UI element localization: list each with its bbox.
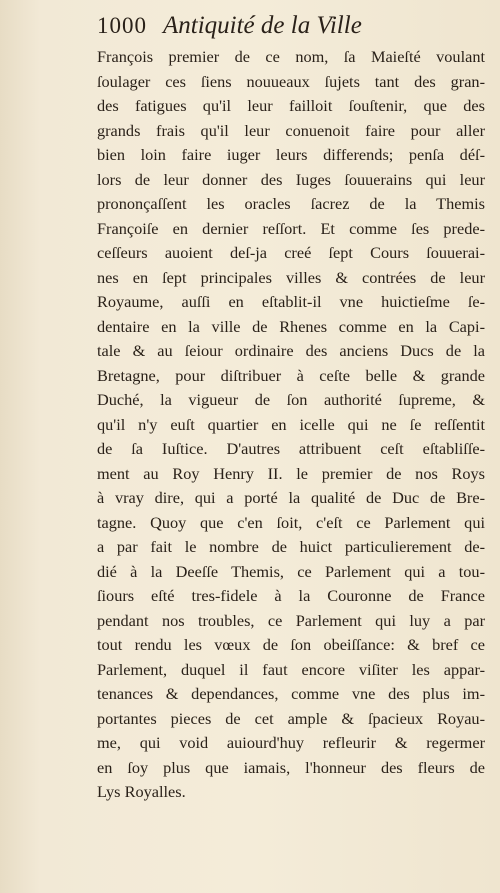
- text-line: ſoulager ces ſiens nouueaux ſujets tant des gran-: [97, 71, 485, 91]
- page-number: 1000: [97, 13, 147, 38]
- text-line: tale & au ſeiour ordinaire des anciens Ducs de la: [97, 341, 485, 360]
- text-line: de ſa Iuſtice. D'autres attribuent ceſt eſtabliſſe-: [97, 439, 485, 458]
- text-line: pendant nos troubles, ce Parlement qui luy a par: [97, 610, 485, 630]
- text-line: ment au Roy Henry II. le premier de nos Roys: [97, 463, 485, 483]
- text-line: à vray dire, qui a porté la qualité de Duc de Bre-: [97, 488, 485, 507]
- text-line: ſiours eſté tres-fidele à la Couronne de France: [97, 586, 485, 605]
- text-line: François premier de ce nom, ſa Maieſté voulant: [97, 47, 485, 66]
- running-title: Antiquité de la Ville: [163, 12, 362, 39]
- text-line: dié à la Deeſſe Themis, ce Parlement qui a tou-: [97, 561, 485, 581]
- text-line: en ſoy plus que iamais, l'honneur des fleurs de: [97, 757, 485, 777]
- text-line: ceſſeurs auoient deſ-ja creé ſept Cours ſouuerai-: [97, 243, 485, 262]
- text-line: Françoiſe en dernier reſſort. Et comme ſes prede-: [97, 218, 485, 238]
- text-line: nes en ſept principales villes & contrées de leur: [97, 267, 485, 287]
- text-line: Royaume, auſſi en eſtablit-il vne huictieſme ſe-: [97, 292, 485, 311]
- text-line: grands frais qu'il leur conuenoit faire pour aller: [97, 120, 485, 140]
- text-line: dentaire en la ville de Rhenes comme en la Capi-: [97, 316, 485, 336]
- text-line: Duché, la vigueur de ſon authorité ſupreme, &: [97, 390, 485, 409]
- text-line: Parlement, duquel il faut encore viſiter les appar-: [97, 659, 485, 679]
- text-line: lors de leur donner des Iuges ſouuerains qui leur: [97, 169, 485, 189]
- text-line: tagne. Quoy que c'en ſoit, c'eſt ce Parlement qui: [97, 512, 485, 532]
- text-line: Bretagne, pour diſtribuer à ceſte belle & grande: [97, 365, 485, 385]
- text-line: bien loin faire iuger leurs differends; penſa déſ-: [97, 145, 485, 164]
- text-line: portantes pieces de cet ample & ſpacieux Royau-: [97, 708, 485, 728]
- body-text: [97, 45, 485, 805]
- show-through-bleed: [250, 735, 430, 795]
- text-line: Lys Royalles.: [97, 782, 186, 801]
- text-line: me, qui void auiourd'huy refleurir & regermer: [97, 733, 485, 752]
- text-line: prononçaſſent les oracles ſacrez de la Themis: [97, 194, 485, 213]
- text-line: tout rendu les vœux de ſon obeiſſance: & bref ce: [97, 635, 485, 654]
- text-line: a par fait le nombre de huict particulierement de-: [97, 537, 485, 556]
- text-line: des fatigues qu'il leur failloit ſouſtenir, que des: [97, 96, 485, 115]
- page-header: [97, 12, 487, 44]
- text-line: tenances & dependances, comme vne des plus im-: [97, 684, 485, 703]
- text-line: qu'il n'y euſt quartier en icelle qui ne ſe reſſentit: [97, 414, 485, 434]
